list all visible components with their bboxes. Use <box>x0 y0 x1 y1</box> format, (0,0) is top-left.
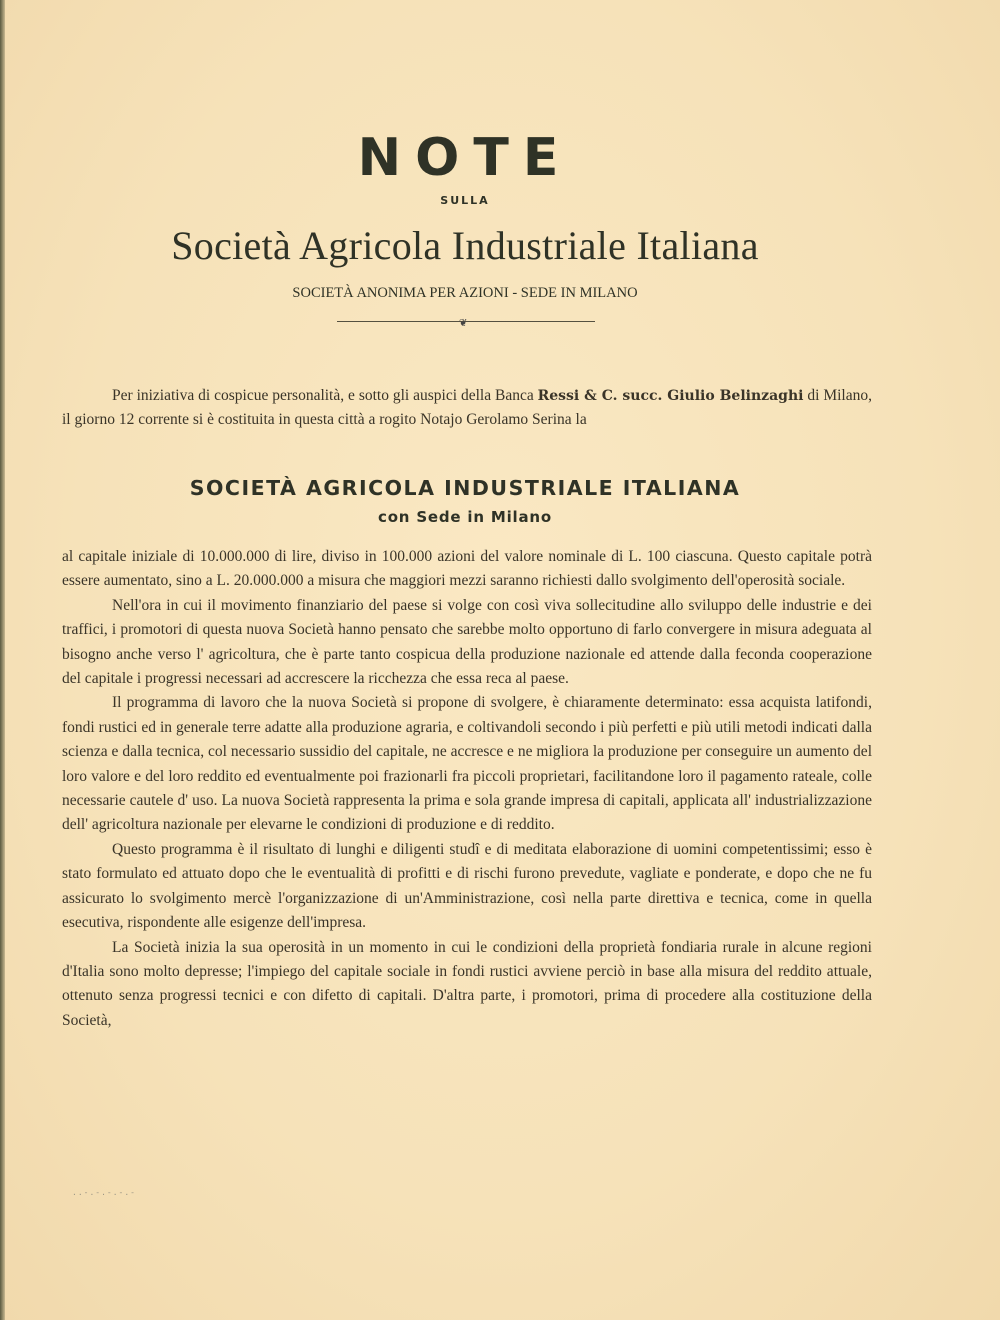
paragraph-program: Il programma di lavoro che la nuova Società si propone di svolgere, è chiaramente determinato: essa acquista latifondi, fondi rustici ed in generale terre adatte alla produzione agraria, e coltivandoli secondo i più perfetti e più utili metodi indicati dalla scienza e dalla tecnica, col necessario sussidio del capitale, ne accresce e ne migliora la produzione per conseguire un aumento del loro valore e del loro reddito ed eventualmente poi frazionarli fra piccoli proprietari, facilitandone loro il pagamento rateale, colle necessarie cautele d' uso. La nuova Società rappresenta la prima e sola grande impresa di capitali, applicata all' industrializzazione dell' agricoltura nazionale per elevarne le condizioni di produzione e di reddito. <box>62 694 872 834</box>
bank-name: Ressi & C. succ. Giulio Belinzaghi <box>537 388 804 404</box>
company-subtitle: SOCIETÀ ANONIMA PER AZIONI - SEDE IN MILANO <box>292 285 638 301</box>
main-body <box>62 545 872 1033</box>
intro-paragraph <box>62 384 872 433</box>
ornament-icon: ❦ <box>459 318 468 329</box>
printer-mark: ..-.-.-.-.- <box>72 1188 136 1197</box>
intro-text-1: Per iniziativa di cospicue personalità, e sotto gli auspici della Banca <box>112 387 538 404</box>
title-preposition: SULLA <box>440 194 490 207</box>
section-heading: SOCIETÀ AGRICOLA INDUSTRIALE ITALIANA <box>189 476 741 500</box>
paragraph-operations: La Società inizia la sua operosità in un momento in cui le condizioni della proprietà fondiaria rurale in alcune regioni d'Italia sono molto depresse; l'impiego del capitale sociale in fondi rustici avviene perciò in base alla misura del reddito attuale, ottenuto senza progressi tecnici e con difetto di capitali. D'altra parte, i promotori, prima di procedere alla costituzione della Società, <box>62 938 872 1029</box>
paragraph-movement: Nell'ora in cui il movimento finanziario del paese si volge con così viva sollecitudine allo sviluppo delle industrie e dei traffici, i promotori di questa nuova Società hanno pensato che sarebbe molto opportuno di farlo convergere in misura adeguata al bisogno anche verso l' agricoltura, che è parte tanto cospicua della produzione nazionale ed attende dalla feconda cooperazione del capitale i progressi necessari ad accrescere la ricchezza che essa reca al paese. <box>62 596 872 688</box>
section-subheading: con Sede in Milano <box>378 508 552 526</box>
document-title: NOTE <box>357 128 573 188</box>
company-name: Società Agricola Industriale Italiana <box>171 223 759 268</box>
intro-text-2: di Milano, il giorno 12 corrente si è costituita in questa città a rogito Notajo Gerolamo Serina la <box>62 387 872 429</box>
paragraph-capital: al capitale iniziale di 10.000.000 di lire, diviso in 100.000 azioni del valore nominale di L. 100 ciascuna. Questo capitale potrà essere aumentato, sino a L. 20.000.000 a misura che maggiori mezzi saranno richiesti dallo svolgimento dell'operosità sociale. <box>62 548 872 590</box>
paragraph-studies: Questo programma è il risultato di lunghi e diligenti studî e di meditata elaborazione di uomini competentissimi; esso è stato formulato ed attuato dopo che le eventualità di profitti e di rischi furono prevedute, vagliate e ponderate, e dopo che ne fu assicurato lo svolgimento mercè l'organizzazione di un'Amministrazione, così nella parte direttiva e tecnica, come in quella esecutiva, rispondente alle esigenze dell'impresa. <box>62 840 872 932</box>
